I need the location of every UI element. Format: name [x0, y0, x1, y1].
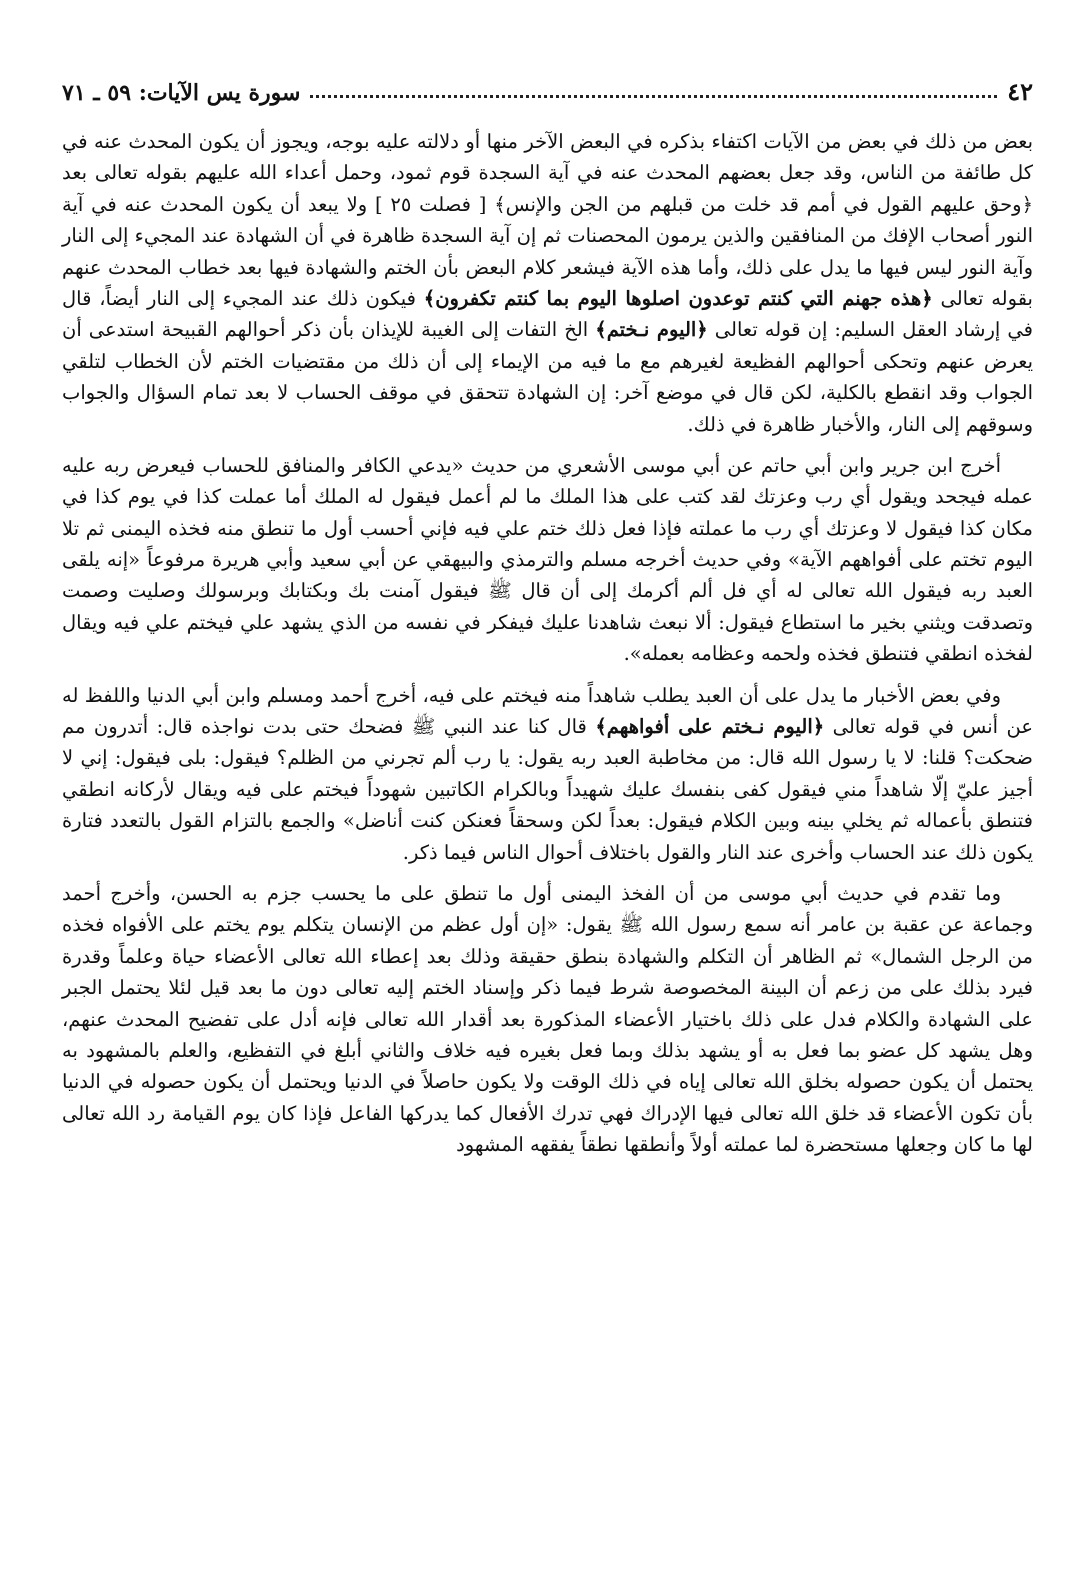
- text-segment: فيكون ذلك عند المجيء إلى النار أيضاً، قال في إرشاد العقل السليم: إن قوله تعالى: [62, 286, 1033, 342]
- paragraph: [62, 878, 1033, 1161]
- quran-quote: ﴿وحق عليهم القول في أمم قد خلت من قبلهم من الجن والإنس﴾: [494, 192, 1033, 216]
- running-head: سورة يس الآيات: ٥٩ ـ ٧١: [62, 80, 301, 106]
- text-segment: أخرج ابن جرير وابن أبي حاتم عن أبي موسى الأشعري من حديث «يدعي الكافر والمنافق للحساب فيعرض ربه عليه عمله فيجحد ويقول أي رب وعزتك لقد كتب على هذا الملك ما لم أعمل فيقول له الملك أما عملت كذا في يوم كذا في مكان كذا فيقول لا وعزتك أي رب ما عملته فإذا فعل ذلك ختم علي فيه فإني أحسب أول ما تنطق منه فخذه اليمنى ثم تلا اليوم تختم على أفواههم الآية» وفي حديث أخرجه مسلم والترمذي والبيهقي عن أبي سعيد وأبي هريرة مرفوعاً «إنه يلقى العبد ربه فيقول الله تعالى له أي فل ألم أكرمك إلى أن قال ﷺ فيقول آمنت بك وبكتابك وبرسولك وصليت وصمت وتصدقت ويثني بخير ما استطاع فيقول: ألا نبعث شاهدنا عليك فيفكر في نفسه من الذي يشهد علي فيختم علي فيه ويقال لفخذه انطقي فتنطق فخذه ولحمه وعظامه بعمله».: [62, 453, 1033, 666]
- text-segment: بعض من ذلك في بعض من الآيات اكتفاء بذكره في البعض الآخر منها أو دلالته عليه بوجه، ويجوز أن يكون المحدث عنه في كل طائفة من الناس، وقد جعل بعضهم المحدث عنه في آية السجدة قوم ثمود، وحمل أعداء الله عليهم بقوله تعالى بعد: [62, 130, 1033, 185]
- quran-quote-bold: ﴿اليوم نـختم﴾: [595, 318, 708, 342]
- quran-quote-bold: ﴿اليوم نـختم على أفواههم﴾: [595, 715, 825, 739]
- page-number: ٤٢: [1007, 77, 1033, 106]
- paragraph: [62, 450, 1033, 670]
- text-segment: وما تقدم في حديث أبي موسى من أن الفخذ اليمنى أول ما تنطق على ما يحسب جزم به الحسن، وأخرج أحمد وجماعة عن عقبة بن عامر أنه سمع رسول الله ﷺ يقول: «إن أول عظم من الإنسان يتكلم يوم يختم على الأفواه فخذه من الرجل الشمال» ثم الظاهر أن التكلم والشهادة بنطق حقيقة وذلك بعد إعطاء الله تعالى الأعضاء حياة وعلماً وقدرة فيرد بذلك على من زعم أن البينة المخصوصة شرط فيما ذكر وإسناد الختم إليه تعالى دون ما بعد قيل لئلا يحتمل الجبر على الشهادة والكلام فدل على ذلك باختيار الأعضاء المذكورة بعد أقدار الله تعالى فإنه أدل على تفضيح المحدث عنهم، وهل يشهد كل عضو بما فعل به أو يشهد بذلك وبما فعل بغيره فيه خلاف والثاني أبلغ في التفظيع، والعلم بالمشهود به يحتمل أن يكون حصوله بخلق الله تعالى إياه في ذلك الوقت ولا يكون حاصلاً في الدنيا ويحتمل أن يكون حصوله في الدنيا بأن تكون الأعضاء قد خلق الله تعالى فيها الإدراك فهي تدرك الأفعال كما يدركها الفاعل فإذا كان يوم القيامة رد الله تعالى لها ما كان وجعلها مستحضرة لما عملته أولاً وأنطقها نطقاً يفقهه المشهود: [62, 881, 1033, 1157]
- header-dotted-leader: [310, 95, 997, 98]
- text-segment: [ فصلت ٢٥ ] ولا يبعد أن يكون المحدث عنه في آية النور أصحاب الإفك من المنافقين والذين يرمون المحصنات ثم إن آية السجدة ظاهرة في أن الشهادة عند المجيء إلى النار وآية النور ليس فيها ما يدل على ذلك، وأما هذه الآية فيشعر كلام البعض بأن الختم والشهادة فيها بعد خطاب المحدث عنهم بقوله تعالى: [62, 192, 1033, 310]
- paragraph: [62, 126, 1033, 440]
- quran-quote-bold: ﴿هذه جهنم التي كنتم توعدون اصلوها اليوم بما كنتم تكفرون﴾: [423, 286, 933, 310]
- text-segment: وفي بعض الأخبار ما يدل على أن العبد يطلب شاهداً منه فيختم على فيه، أخرج أحمد ومسلم وابن أبي الدنيا واللفظ له عن أنس في قوله تعالى: [62, 683, 1034, 739]
- page-header: [62, 62, 1033, 106]
- main-text: [62, 126, 1033, 1161]
- paragraph: [62, 680, 1033, 868]
- text-segment: الخ التفات إلى الغيبة للإيذان بأن ذكر أحوالهم القبيحة استدعى أن يعرض عنهم وتحكى أحوالهم الفظيعة لغيرهم مع ما فيه من الإيماء إلى أن ذلك من مقتضيات الختم لأن الخطاب لتلقي الجواب وقد انقطع بالكلية، لكن قال في موضع آخر: إن الشهادة تتحقق في موقف الحساب لا بعد تمام السؤال والجواب وسوقهم إلى النار، والأخبار ظاهرة في ذلك.: [62, 318, 1033, 436]
- text-segment: قال كنا عند النبي ﷺ فضحك حتى بدت نواجذه قال: أتدرون مم ضحكت؟ قلنا: لا يا رسول الله قال: من مخاطبة العبد ربه يقول: يا رب ألم تجرني من الظلم؟ فيقول: بلى فيقول: إني لا أجيز عليّ إلّا شاهداً مني فيقول كفى بنفسك عليك شهيداً وبالكرام الكاتبين شهوداً فيختم على فيه ويقال لأركانه انطقي فتنطق بأعماله ثم يخلي بينه وبين الكلام فيقول: بعداً لكن وسحقاً فعنكن كنت أناضل» والجمع بالتزام القول بالتعدد فتارة يكون ذلك عند الحساب وأخرى عند النار والقول باختلاف أحوال الناس فيما ذكر.: [62, 715, 1033, 864]
